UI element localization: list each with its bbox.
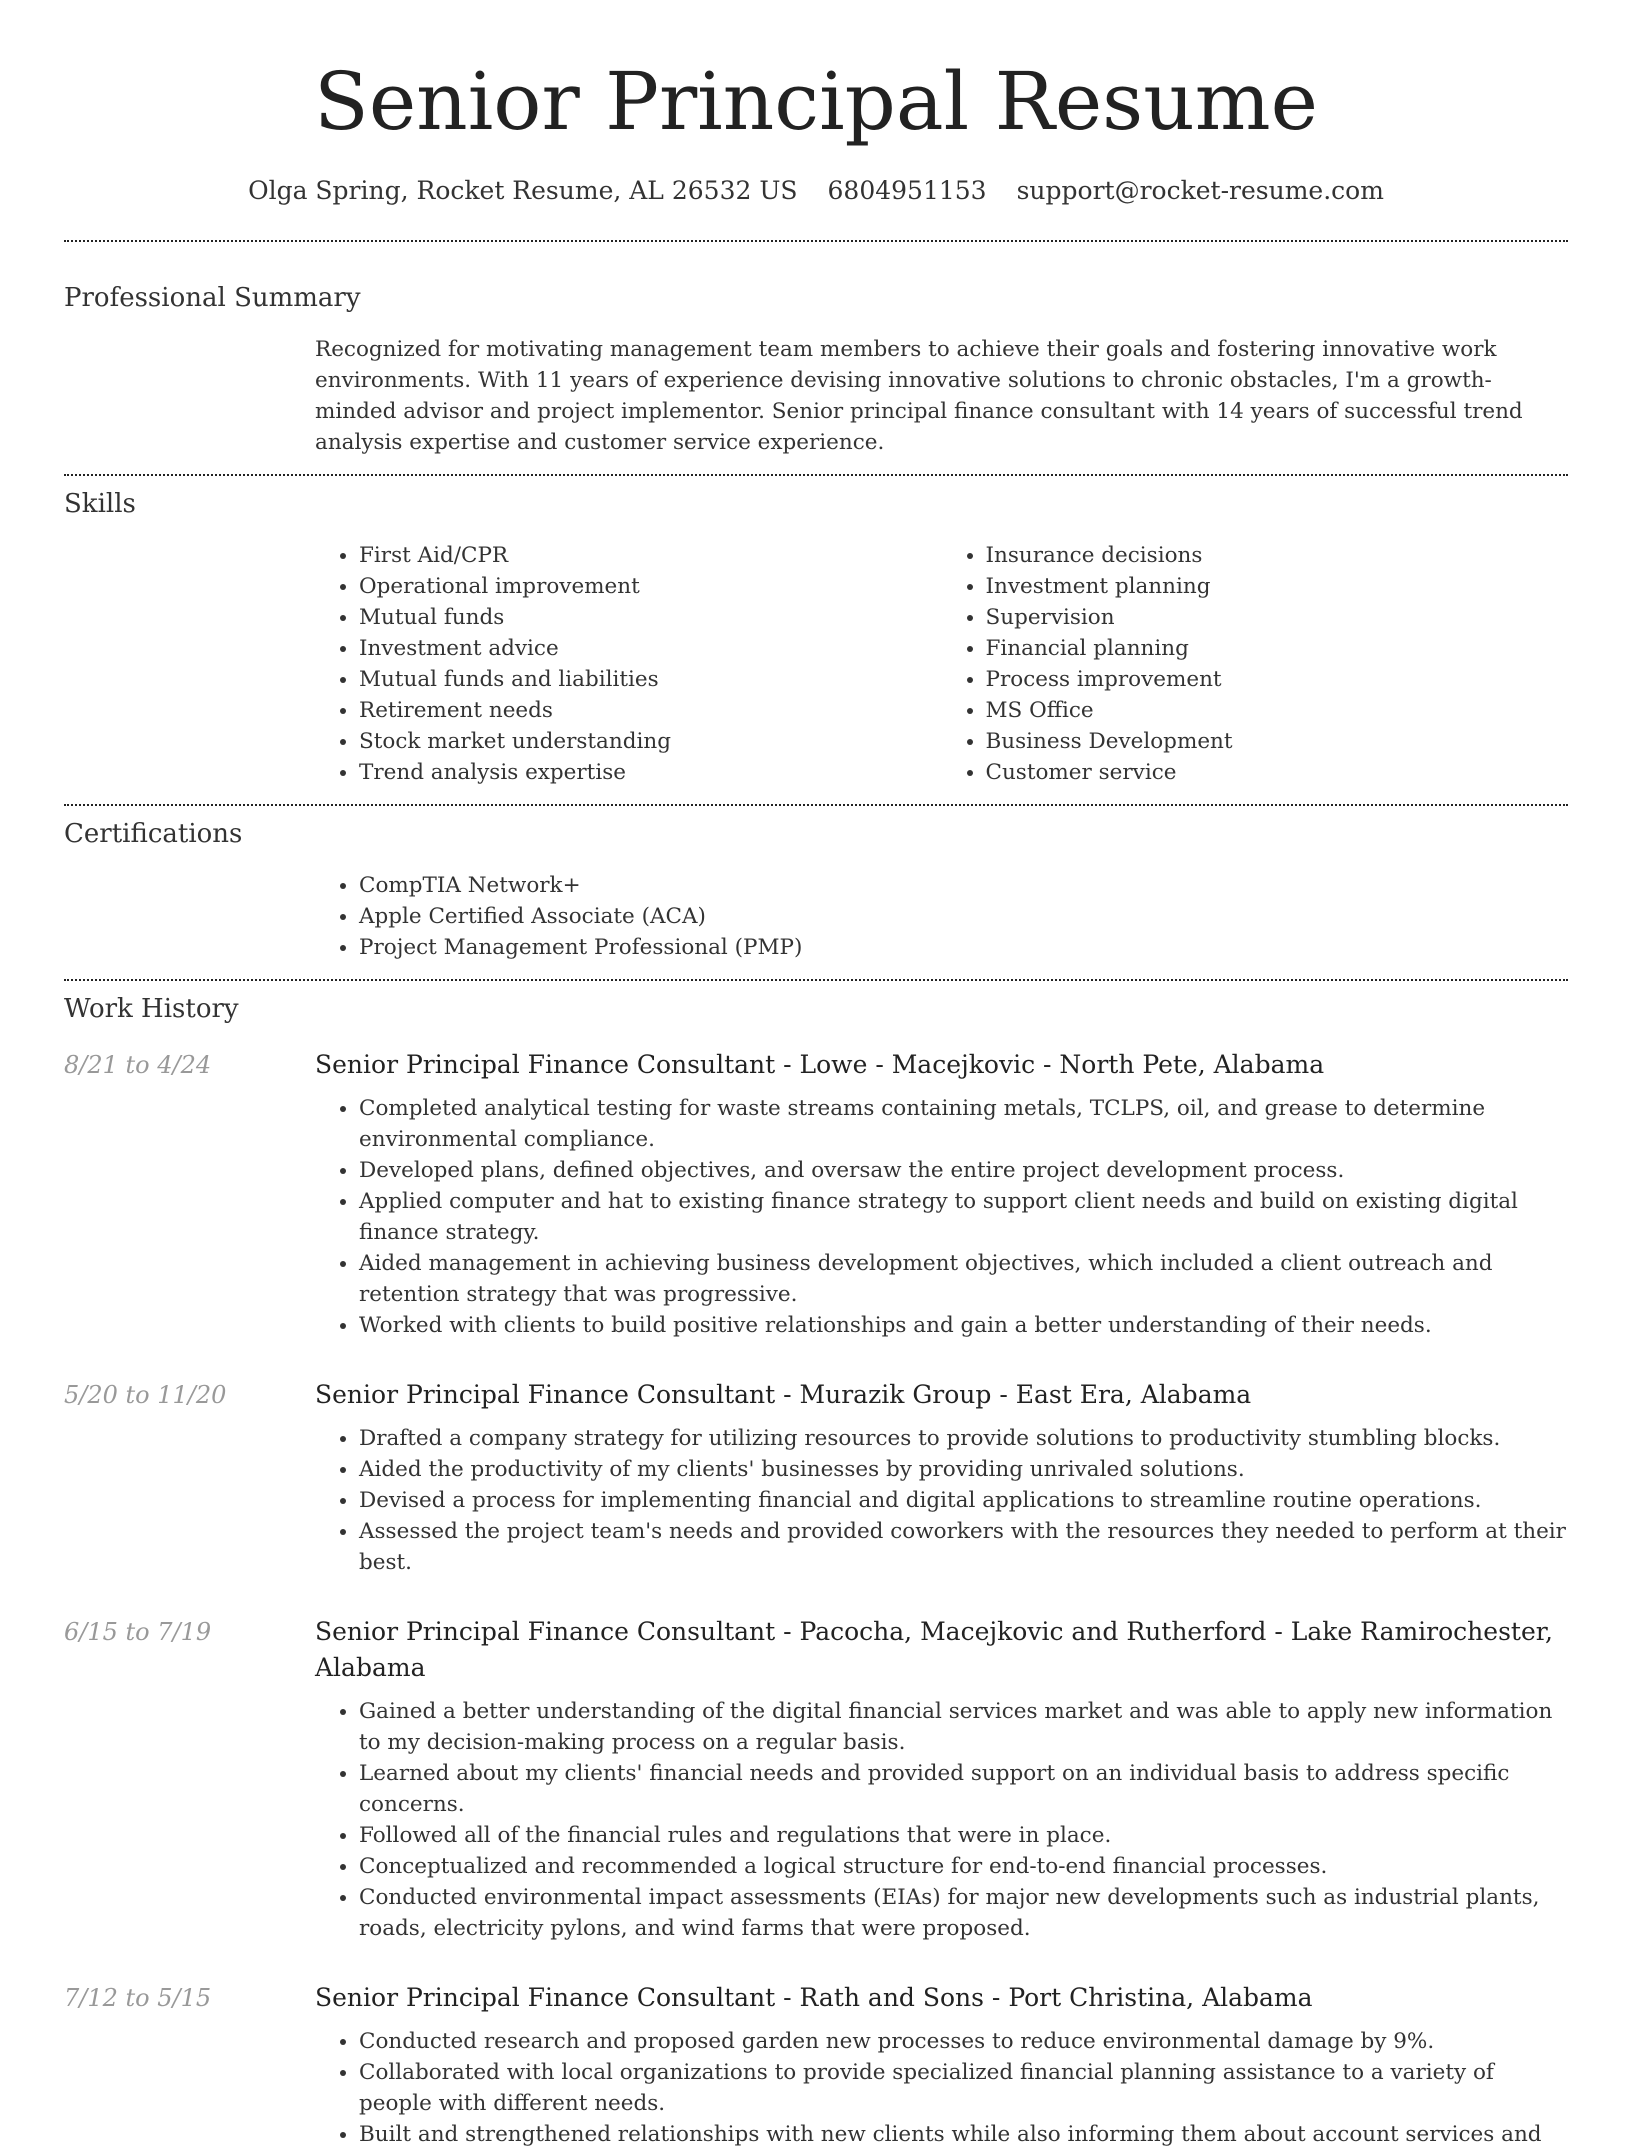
job-title: Senior Principal Finance Consultant - Pacocha, Macejkovic and Rutherford - Lake Ramirochester, Alabama (315, 1617, 1553, 1682)
contact-phone: 6804951153 (827, 176, 987, 205)
skill-item: • Customer service (986, 757, 1569, 788)
job-bullet: • Collaborated with local organizations to provide specialized financial planning assistance to a variety of people with different needs. (359, 2057, 1568, 2119)
job-bullet: • Assessed the project team's needs and provided coworkers with the resources they needed to perform at their best. (359, 1516, 1568, 1578)
work-history-section (64, 991, 1568, 2150)
job-bullet: • Aided the productivity of my clients' businesses by providing unrivaled solutions. (359, 1454, 1568, 1485)
job-details (315, 1980, 1568, 2150)
job-bullets (315, 1696, 1568, 1944)
skill-item: • MS Office (986, 695, 1569, 726)
job-entry (64, 1377, 1568, 1578)
skill-item: • First Aid/CPR (359, 540, 942, 571)
contact-email: support@rocket-resume.com (1016, 176, 1384, 205)
job-details (315, 1047, 1568, 1341)
skill-item: • Investment advice (359, 633, 942, 664)
summary-content (315, 334, 1568, 458)
job-entry (64, 1047, 1568, 1341)
skills-column-left (315, 540, 942, 788)
certifications-content (315, 870, 1568, 963)
summary-section (64, 280, 1568, 458)
job-bullet: • Applied computer and hat to existing finance strategy to support client needs and build on existing digital finance strategy. (359, 1186, 1568, 1248)
job-bullets (315, 1423, 1568, 1578)
job-title: Senior Principal Finance Consultant - Lowe - Macejkovic - North Pete, Alabama (315, 1050, 1325, 1079)
skills-list (315, 540, 1568, 788)
job-dates: 6/15 to 7/19 (64, 1618, 212, 1646)
job-bullet: • Followed all of the financial rules and regulations that were in place. (359, 1820, 1568, 1851)
contact-line (64, 174, 1568, 208)
job-bullet: • Drafted a company strategy for utilizing resources to provide solutions to productivity stumbling blocks. (359, 1423, 1568, 1454)
divider (64, 474, 1568, 476)
skill-item: • Financial planning (986, 633, 1569, 664)
job-dates: 8/21 to 4/24 (64, 1051, 212, 1079)
job-bullet: • Devised a process for implementing financial and digital applications to streamline routine operations. (359, 1485, 1568, 1516)
skill-item: • Investment planning (986, 571, 1569, 602)
section-heading-skills: Skills (64, 489, 136, 519)
job-entry (64, 1614, 1568, 1944)
skill-item: • Operational improvement (359, 571, 942, 602)
job-bullet: • Built and strengthened relationships with new clients while also informing them about account services and (359, 2119, 1568, 2150)
contact-address: Olga Spring, Rocket Resume, AL 26532 US (248, 176, 798, 205)
job-details (315, 1377, 1568, 1578)
job-title: Senior Principal Finance Consultant - Rath and Sons - Port Christina, Alabama (315, 1983, 1313, 2012)
job-bullet: • Conducted research and proposed garden new processes to reduce environmental damage by 9%. (359, 2026, 1568, 2057)
job-title: Senior Principal Finance Consultant - Murazik Group - East Era, Alabama (315, 1380, 1252, 1409)
job-details (315, 1614, 1568, 1944)
job-bullet: • Gained a better understanding of the digital financial services market and was able to apply new information to my decision-making process on a regular basis. (359, 1696, 1568, 1758)
job-bullet: • Aided management in achieving business development objectives, which included a client outreach and retention strategy that was progressive. (359, 1248, 1568, 1310)
section-heading-summary: Professional Summary (64, 283, 361, 313)
certification-item: • CompTIA Network+ (359, 870, 1568, 901)
skill-item: • Mutual funds and liabilities (359, 664, 942, 695)
job-bullet: • Completed analytical testing for waste streams containing metals, TCLPS, oil, and grease to determine environmental compliance. (359, 1093, 1568, 1155)
skill-item: • Stock market understanding (359, 726, 942, 757)
skills-column-right (942, 540, 1569, 788)
certifications-list (315, 870, 1568, 963)
job-dates: 5/20 to 11/20 (64, 1381, 227, 1409)
resume-title: Senior Principal Resume (314, 55, 1318, 148)
skill-item: • Retirement needs (359, 695, 942, 726)
job-entry (64, 1980, 1568, 2150)
job-bullet: • Developed plans, defined objectives, and oversaw the entire project development process. (359, 1155, 1568, 1186)
job-dates: 7/12 to 5/15 (64, 1984, 212, 2012)
divider (64, 804, 1568, 806)
skill-item: • Business Development (986, 726, 1569, 757)
job-bullet: • Conceptualized and recommended a logical structure for end-to-end financial processes. (359, 1851, 1568, 1882)
job-bullets (315, 1093, 1568, 1341)
summary-text: Recognized for motivating management team members to achieve their goals and fostering innovative work environments. With 11 years of experience devising innovative solutions to chronic obstacles, I'm a growth-minded advisor and project implementor. Senior principal finance consultant with 14 years of successful trend analysis expertise and customer service experience. (315, 337, 1523, 455)
skills-section (64, 486, 1568, 788)
skill-item: • Supervision (986, 602, 1569, 633)
job-bullet: • Conducted environmental impact assessments (EIAs) for major new developments such as industrial plants, roads, electricity pylons, and wind farms that were proposed. (359, 1882, 1568, 1944)
divider (64, 979, 1568, 981)
certifications-section (64, 816, 1568, 963)
skill-item: • Mutual funds (359, 602, 942, 633)
skill-item: • Process improvement (986, 664, 1569, 695)
divider (64, 240, 1568, 242)
job-bullet: • Worked with clients to build positive relationships and gain a better understanding of their needs. (359, 1310, 1568, 1341)
section-heading-work-history: Work History (64, 994, 239, 1024)
certification-item: • Apple Certified Associate (ACA) (359, 901, 1568, 932)
skill-item: • Insurance decisions (986, 540, 1569, 571)
job-bullets (315, 2026, 1568, 2150)
section-heading-certifications: Certifications (64, 819, 243, 849)
certification-item: • Project Management Professional (PMP) (359, 932, 1568, 963)
skill-item: • Trend analysis expertise (359, 757, 942, 788)
job-bullet: • Learned about my clients' financial needs and provided support on an individual basis to address specific concerns. (359, 1758, 1568, 1820)
